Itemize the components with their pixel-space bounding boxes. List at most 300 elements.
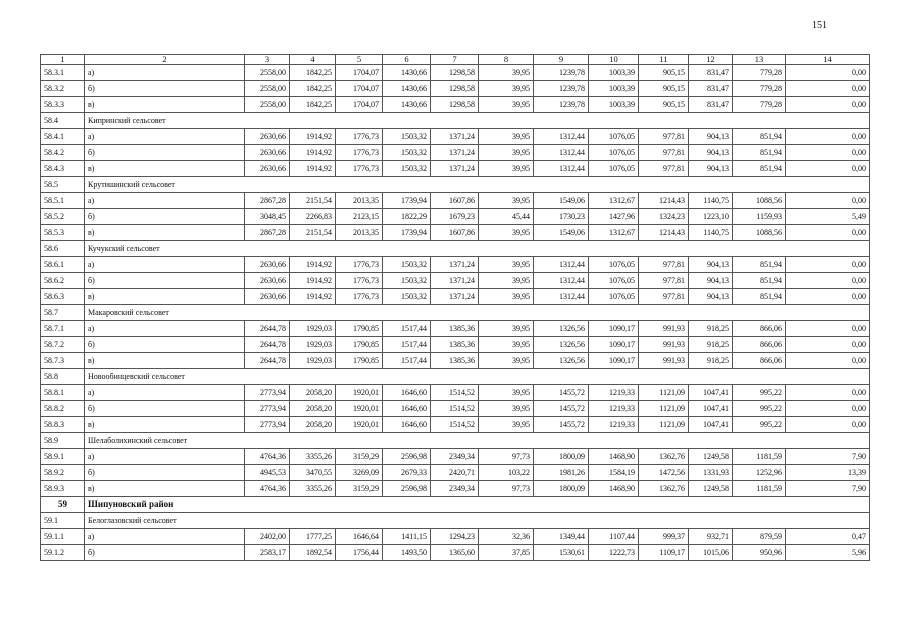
section-row bbox=[41, 433, 870, 449]
value-cell: 1730,23 bbox=[534, 209, 589, 225]
row-code: 58.9 bbox=[41, 433, 85, 449]
value-cell: 2867,28 bbox=[245, 225, 290, 241]
value-cell: 1584,19 bbox=[589, 465, 639, 481]
value-cell: 1003,39 bbox=[589, 97, 639, 113]
value-cell: 1107,44 bbox=[589, 529, 639, 545]
row-code: 58.9.2 bbox=[41, 465, 85, 481]
table-row bbox=[41, 289, 870, 305]
value-cell: 2644,78 bbox=[245, 321, 290, 337]
value-cell: 1331,93 bbox=[689, 465, 733, 481]
value-cell: 1776,73 bbox=[336, 161, 383, 177]
value-cell: 1756,44 bbox=[336, 545, 383, 561]
value-cell: 2123,15 bbox=[336, 209, 383, 225]
section-row bbox=[41, 513, 870, 529]
value-cell: 0,00 bbox=[786, 273, 870, 289]
table-row bbox=[41, 145, 870, 161]
value-cell: 1121,09 bbox=[639, 385, 689, 401]
value-cell: 7,90 bbox=[786, 449, 870, 465]
value-cell: 1503,32 bbox=[383, 273, 431, 289]
value-cell: 1503,32 bbox=[383, 161, 431, 177]
value-cell: 1981,26 bbox=[534, 465, 589, 481]
value-cell: 1704,07 bbox=[336, 97, 383, 113]
row-variant: б) bbox=[85, 209, 245, 225]
row-variant: в) bbox=[85, 481, 245, 497]
value-cell: 0,00 bbox=[786, 129, 870, 145]
value-cell: 1312,67 bbox=[589, 193, 639, 209]
row-variant: б) bbox=[85, 81, 245, 97]
row-variant: а) bbox=[85, 385, 245, 401]
column-header: 9 bbox=[534, 55, 589, 65]
value-cell: 991,93 bbox=[639, 321, 689, 337]
value-cell: 0,00 bbox=[786, 385, 870, 401]
table-row bbox=[41, 273, 870, 289]
table-row bbox=[41, 209, 870, 225]
value-cell: 851,94 bbox=[733, 161, 786, 177]
value-cell: 1239,78 bbox=[534, 65, 589, 81]
value-cell: 977,81 bbox=[639, 289, 689, 305]
value-cell: 999,37 bbox=[639, 529, 689, 545]
value-cell: 1776,73 bbox=[336, 257, 383, 273]
column-header: 5 bbox=[336, 55, 383, 65]
value-cell: 977,81 bbox=[639, 257, 689, 273]
value-cell: 2402,00 bbox=[245, 529, 290, 545]
value-cell: 1109,17 bbox=[639, 545, 689, 561]
value-cell: 1047,41 bbox=[689, 401, 733, 417]
row-variant: б) bbox=[85, 465, 245, 481]
value-cell: 1181,59 bbox=[733, 481, 786, 497]
value-cell: 851,94 bbox=[733, 273, 786, 289]
value-cell: 39,95 bbox=[479, 129, 534, 145]
value-cell: 1739,94 bbox=[383, 193, 431, 209]
value-cell: 39,95 bbox=[479, 273, 534, 289]
value-cell: 779,28 bbox=[733, 81, 786, 97]
value-cell: 39,95 bbox=[479, 161, 534, 177]
value-cell: 1312,44 bbox=[534, 273, 589, 289]
column-header: 2 bbox=[85, 55, 245, 65]
value-cell: 39,95 bbox=[479, 257, 534, 273]
value-cell: 2630,66 bbox=[245, 273, 290, 289]
value-cell: 1140,75 bbox=[689, 225, 733, 241]
value-cell: 904,13 bbox=[689, 145, 733, 161]
value-cell: 1430,66 bbox=[383, 81, 431, 97]
value-cell: 1298,58 bbox=[431, 65, 479, 81]
value-cell: 1312,44 bbox=[534, 145, 589, 161]
value-cell: 1776,73 bbox=[336, 289, 383, 305]
value-cell: 1430,66 bbox=[383, 65, 431, 81]
value-cell: 39,95 bbox=[479, 337, 534, 353]
value-cell: 905,15 bbox=[639, 65, 689, 81]
section-row bbox=[41, 369, 870, 385]
table-row bbox=[41, 417, 870, 433]
value-cell: 97,73 bbox=[479, 449, 534, 465]
value-cell: 0,00 bbox=[786, 225, 870, 241]
column-header: 3 bbox=[245, 55, 290, 65]
value-cell: 39,95 bbox=[479, 97, 534, 113]
value-cell: 2558,00 bbox=[245, 81, 290, 97]
value-cell: 2630,66 bbox=[245, 129, 290, 145]
value-cell: 1371,24 bbox=[431, 145, 479, 161]
value-cell: 1326,56 bbox=[534, 337, 589, 353]
value-cell: 1219,33 bbox=[589, 401, 639, 417]
table-row bbox=[41, 321, 870, 337]
row-code: 58.7.3 bbox=[41, 353, 85, 369]
page-number: 151 bbox=[812, 20, 827, 31]
value-cell: 1914,92 bbox=[290, 129, 336, 145]
value-cell: 1777,25 bbox=[290, 529, 336, 545]
column-header: 12 bbox=[689, 55, 733, 65]
value-cell: 831,47 bbox=[689, 97, 733, 113]
value-cell: 0,00 bbox=[786, 81, 870, 97]
value-cell: 1517,44 bbox=[383, 353, 431, 369]
value-cell: 4764,36 bbox=[245, 449, 290, 465]
value-cell: 39,95 bbox=[479, 353, 534, 369]
value-cell: 977,81 bbox=[639, 145, 689, 161]
row-code: 58.5.2 bbox=[41, 209, 85, 225]
value-cell: 1411,15 bbox=[383, 529, 431, 545]
row-variant: а) bbox=[85, 65, 245, 81]
value-cell: 0,00 bbox=[786, 353, 870, 369]
value-cell: 1088,56 bbox=[733, 193, 786, 209]
row-variant: в) bbox=[85, 417, 245, 433]
table-row bbox=[41, 353, 870, 369]
value-cell: 2058,20 bbox=[290, 417, 336, 433]
value-cell: 1222,73 bbox=[589, 545, 639, 561]
value-cell: 1090,17 bbox=[589, 321, 639, 337]
value-cell: 1517,44 bbox=[383, 337, 431, 353]
row-variant: в) bbox=[85, 97, 245, 113]
row-variant: б) bbox=[85, 145, 245, 161]
value-cell: 1822,29 bbox=[383, 209, 431, 225]
value-cell: 0,00 bbox=[786, 145, 870, 161]
row-code: 59.1.2 bbox=[41, 545, 85, 561]
value-cell: 851,94 bbox=[733, 289, 786, 305]
value-cell: 2773,94 bbox=[245, 401, 290, 417]
value-cell: 3269,09 bbox=[336, 465, 383, 481]
section-title: Кучукский сельсовет bbox=[85, 241, 870, 257]
row-code: 58.6.3 bbox=[41, 289, 85, 305]
value-cell: 1776,73 bbox=[336, 145, 383, 161]
section-row bbox=[41, 305, 870, 321]
value-cell: 905,15 bbox=[639, 97, 689, 113]
value-cell: 1298,58 bbox=[431, 97, 479, 113]
value-cell: 1140,75 bbox=[689, 193, 733, 209]
table-row bbox=[41, 529, 870, 545]
value-cell: 866,06 bbox=[733, 321, 786, 337]
value-cell: 1776,73 bbox=[336, 129, 383, 145]
value-cell: 779,28 bbox=[733, 97, 786, 113]
value-cell: 1076,05 bbox=[589, 273, 639, 289]
row-code: 58.4.3 bbox=[41, 161, 85, 177]
value-cell: 1252,96 bbox=[733, 465, 786, 481]
table-row bbox=[41, 129, 870, 145]
value-cell: 1472,56 bbox=[639, 465, 689, 481]
table-row bbox=[41, 81, 870, 97]
value-cell: 1842,25 bbox=[290, 97, 336, 113]
value-cell: 1047,41 bbox=[689, 417, 733, 433]
value-cell: 991,93 bbox=[639, 337, 689, 353]
value-cell: 918,25 bbox=[689, 321, 733, 337]
value-cell: 995,22 bbox=[733, 417, 786, 433]
value-cell: 1312,44 bbox=[534, 289, 589, 305]
value-cell: 2420,71 bbox=[431, 465, 479, 481]
value-cell: 3159,29 bbox=[336, 449, 383, 465]
value-cell: 0,00 bbox=[786, 417, 870, 433]
value-cell: 1646,60 bbox=[383, 417, 431, 433]
value-cell: 0,00 bbox=[786, 65, 870, 81]
table-row bbox=[41, 337, 870, 353]
value-cell: 904,13 bbox=[689, 161, 733, 177]
table-row bbox=[41, 161, 870, 177]
value-cell: 831,47 bbox=[689, 65, 733, 81]
value-cell: 39,95 bbox=[479, 385, 534, 401]
column-header: 1 bbox=[41, 55, 85, 65]
value-cell: 1800,09 bbox=[534, 449, 589, 465]
value-cell: 866,06 bbox=[733, 353, 786, 369]
value-cell: 1312,44 bbox=[534, 257, 589, 273]
row-variant: а) bbox=[85, 193, 245, 209]
value-cell: 2266,83 bbox=[290, 209, 336, 225]
value-cell: 0,00 bbox=[786, 321, 870, 337]
value-cell: 2058,20 bbox=[290, 385, 336, 401]
row-code: 59.1 bbox=[41, 513, 85, 529]
value-cell: 1214,43 bbox=[639, 193, 689, 209]
value-cell: 0,00 bbox=[786, 193, 870, 209]
value-cell: 1427,96 bbox=[589, 209, 639, 225]
row-code: 58.8 bbox=[41, 369, 85, 385]
value-cell: 1679,23 bbox=[431, 209, 479, 225]
value-cell: 2058,20 bbox=[290, 401, 336, 417]
value-cell: 1842,25 bbox=[290, 65, 336, 81]
row-code: 58.3.3 bbox=[41, 97, 85, 113]
value-cell: 2630,66 bbox=[245, 161, 290, 177]
value-cell: 1920,01 bbox=[336, 417, 383, 433]
value-cell: 977,81 bbox=[639, 161, 689, 177]
row-variant: а) bbox=[85, 129, 245, 145]
value-cell: 2630,66 bbox=[245, 289, 290, 305]
value-cell: 2013,35 bbox=[336, 225, 383, 241]
column-header: 14 bbox=[786, 55, 870, 65]
section-title: Крутишинский сельсовет bbox=[85, 177, 870, 193]
value-cell: 1090,17 bbox=[589, 337, 639, 353]
row-variant: в) bbox=[85, 353, 245, 369]
value-cell: 103,22 bbox=[479, 465, 534, 481]
value-cell: 2773,94 bbox=[245, 385, 290, 401]
value-cell: 1047,41 bbox=[689, 385, 733, 401]
value-cell: 39,95 bbox=[479, 81, 534, 97]
value-cell: 904,13 bbox=[689, 129, 733, 145]
column-header: 8 bbox=[479, 55, 534, 65]
value-cell: 1214,43 bbox=[639, 225, 689, 241]
value-cell: 2349,34 bbox=[431, 449, 479, 465]
value-cell: 1015,06 bbox=[689, 545, 733, 561]
row-variant: б) bbox=[85, 273, 245, 289]
value-cell: 1371,24 bbox=[431, 273, 479, 289]
value-cell: 1239,78 bbox=[534, 97, 589, 113]
value-cell: 918,25 bbox=[689, 337, 733, 353]
column-header: 10 bbox=[589, 55, 639, 65]
value-cell: 4945,53 bbox=[245, 465, 290, 481]
value-cell: 1362,76 bbox=[639, 481, 689, 497]
value-cell: 918,25 bbox=[689, 353, 733, 369]
value-cell: 1549,06 bbox=[534, 193, 589, 209]
value-cell: 1385,36 bbox=[431, 321, 479, 337]
value-cell: 2630,66 bbox=[245, 145, 290, 161]
value-cell: 0,00 bbox=[786, 401, 870, 417]
value-cell: 1503,32 bbox=[383, 257, 431, 273]
value-cell: 0,00 bbox=[786, 257, 870, 273]
value-cell: 1371,24 bbox=[431, 257, 479, 273]
value-cell: 2151,54 bbox=[290, 225, 336, 241]
value-cell: 1219,33 bbox=[589, 385, 639, 401]
value-cell: 2679,33 bbox=[383, 465, 431, 481]
value-cell: 1503,32 bbox=[383, 289, 431, 305]
value-cell: 831,47 bbox=[689, 81, 733, 97]
value-cell: 3470,55 bbox=[290, 465, 336, 481]
value-cell: 3355,26 bbox=[290, 449, 336, 465]
value-cell: 39,95 bbox=[479, 65, 534, 81]
row-variant: в) bbox=[85, 289, 245, 305]
value-cell: 991,93 bbox=[639, 353, 689, 369]
column-header: 11 bbox=[639, 55, 689, 65]
value-cell: 2583,17 bbox=[245, 545, 290, 561]
row-variant: а) bbox=[85, 257, 245, 273]
value-cell: 1385,36 bbox=[431, 337, 479, 353]
value-cell: 2867,28 bbox=[245, 193, 290, 209]
value-cell: 1607,86 bbox=[431, 225, 479, 241]
row-code: 58.4 bbox=[41, 113, 85, 129]
value-cell: 932,71 bbox=[689, 529, 733, 545]
value-cell: 1468,90 bbox=[589, 449, 639, 465]
value-cell: 1362,76 bbox=[639, 449, 689, 465]
value-cell: 1324,23 bbox=[639, 209, 689, 225]
table-row bbox=[41, 449, 870, 465]
value-cell: 1312,67 bbox=[589, 225, 639, 241]
row-code: 58.7.2 bbox=[41, 337, 85, 353]
value-cell: 995,22 bbox=[733, 385, 786, 401]
value-cell: 950,96 bbox=[733, 545, 786, 561]
value-cell: 1455,72 bbox=[534, 417, 589, 433]
row-code: 58.5 bbox=[41, 177, 85, 193]
row-variant: б) bbox=[85, 545, 245, 561]
value-cell: 1249,58 bbox=[689, 449, 733, 465]
value-cell: 1929,03 bbox=[290, 321, 336, 337]
district-row bbox=[41, 497, 870, 513]
row-code: 58.6 bbox=[41, 241, 85, 257]
value-cell: 1430,66 bbox=[383, 97, 431, 113]
column-header: 13 bbox=[733, 55, 786, 65]
value-cell: 3048,45 bbox=[245, 209, 290, 225]
value-cell: 1090,17 bbox=[589, 353, 639, 369]
value-cell: 39,95 bbox=[479, 417, 534, 433]
row-code: 58.3.1 bbox=[41, 65, 85, 81]
table-row bbox=[41, 481, 870, 497]
value-cell: 904,13 bbox=[689, 273, 733, 289]
value-cell: 1914,92 bbox=[290, 161, 336, 177]
value-cell: 3355,26 bbox=[290, 481, 336, 497]
value-cell: 1371,24 bbox=[431, 289, 479, 305]
row-variant: б) bbox=[85, 337, 245, 353]
row-code: 58.7 bbox=[41, 305, 85, 321]
value-cell: 1249,58 bbox=[689, 481, 733, 497]
table-row bbox=[41, 65, 870, 81]
table-row bbox=[41, 385, 870, 401]
value-cell: 2013,35 bbox=[336, 193, 383, 209]
row-code: 59 bbox=[41, 497, 85, 513]
table-row bbox=[41, 545, 870, 561]
value-cell: 2558,00 bbox=[245, 97, 290, 113]
value-cell: 0,00 bbox=[786, 161, 870, 177]
value-cell: 0,00 bbox=[786, 289, 870, 305]
value-cell: 1704,07 bbox=[336, 81, 383, 97]
value-cell: 1181,59 bbox=[733, 449, 786, 465]
row-code: 58.6.2 bbox=[41, 273, 85, 289]
value-cell: 1326,56 bbox=[534, 353, 589, 369]
value-cell: 1076,05 bbox=[589, 145, 639, 161]
row-variant: в) bbox=[85, 161, 245, 177]
value-cell: 851,94 bbox=[733, 257, 786, 273]
column-header: 4 bbox=[290, 55, 336, 65]
value-cell: 39,95 bbox=[479, 289, 534, 305]
row-code: 58.4.2 bbox=[41, 145, 85, 161]
value-cell: 879,59 bbox=[733, 529, 786, 545]
value-cell: 1455,72 bbox=[534, 401, 589, 417]
row-code: 58.4.1 bbox=[41, 129, 85, 145]
value-cell: 1549,06 bbox=[534, 225, 589, 241]
value-cell: 5,49 bbox=[786, 209, 870, 225]
value-cell: 1298,58 bbox=[431, 81, 479, 97]
row-variant: а) bbox=[85, 529, 245, 545]
section-row bbox=[41, 241, 870, 257]
value-cell: 1503,32 bbox=[383, 145, 431, 161]
value-cell: 1371,24 bbox=[431, 161, 479, 177]
value-cell: 1929,03 bbox=[290, 337, 336, 353]
value-cell: 13,39 bbox=[786, 465, 870, 481]
row-variant: б) bbox=[85, 401, 245, 417]
value-cell: 45,44 bbox=[479, 209, 534, 225]
value-cell: 4764,36 bbox=[245, 481, 290, 497]
value-cell: 0,47 bbox=[786, 529, 870, 545]
value-cell: 1892,54 bbox=[290, 545, 336, 561]
value-cell: 1326,56 bbox=[534, 321, 589, 337]
value-cell: 904,13 bbox=[689, 289, 733, 305]
district-title: Шипуновский район bbox=[85, 497, 870, 513]
value-cell: 32,36 bbox=[479, 529, 534, 545]
value-cell: 1776,73 bbox=[336, 273, 383, 289]
value-cell: 1493,50 bbox=[383, 545, 431, 561]
row-code: 58.6.1 bbox=[41, 257, 85, 273]
value-cell: 2151,54 bbox=[290, 193, 336, 209]
value-cell: 2596,98 bbox=[383, 449, 431, 465]
column-header: 6 bbox=[383, 55, 431, 65]
value-cell: 905,15 bbox=[639, 81, 689, 97]
table-row bbox=[41, 257, 870, 273]
value-cell: 1239,78 bbox=[534, 81, 589, 97]
value-cell: 1121,09 bbox=[639, 401, 689, 417]
value-cell: 1514,52 bbox=[431, 385, 479, 401]
value-cell: 1914,92 bbox=[290, 145, 336, 161]
value-cell: 1514,52 bbox=[431, 401, 479, 417]
value-cell: 39,95 bbox=[479, 321, 534, 337]
value-cell: 1929,03 bbox=[290, 353, 336, 369]
value-cell: 1646,60 bbox=[383, 401, 431, 417]
table-row bbox=[41, 225, 870, 241]
row-variant: в) bbox=[85, 225, 245, 241]
value-cell: 1468,90 bbox=[589, 481, 639, 497]
value-cell: 1790,85 bbox=[336, 353, 383, 369]
value-cell: 2558,00 bbox=[245, 65, 290, 81]
section-title: Макаровский сельсовет bbox=[85, 305, 870, 321]
row-code: 58.8.1 bbox=[41, 385, 85, 401]
